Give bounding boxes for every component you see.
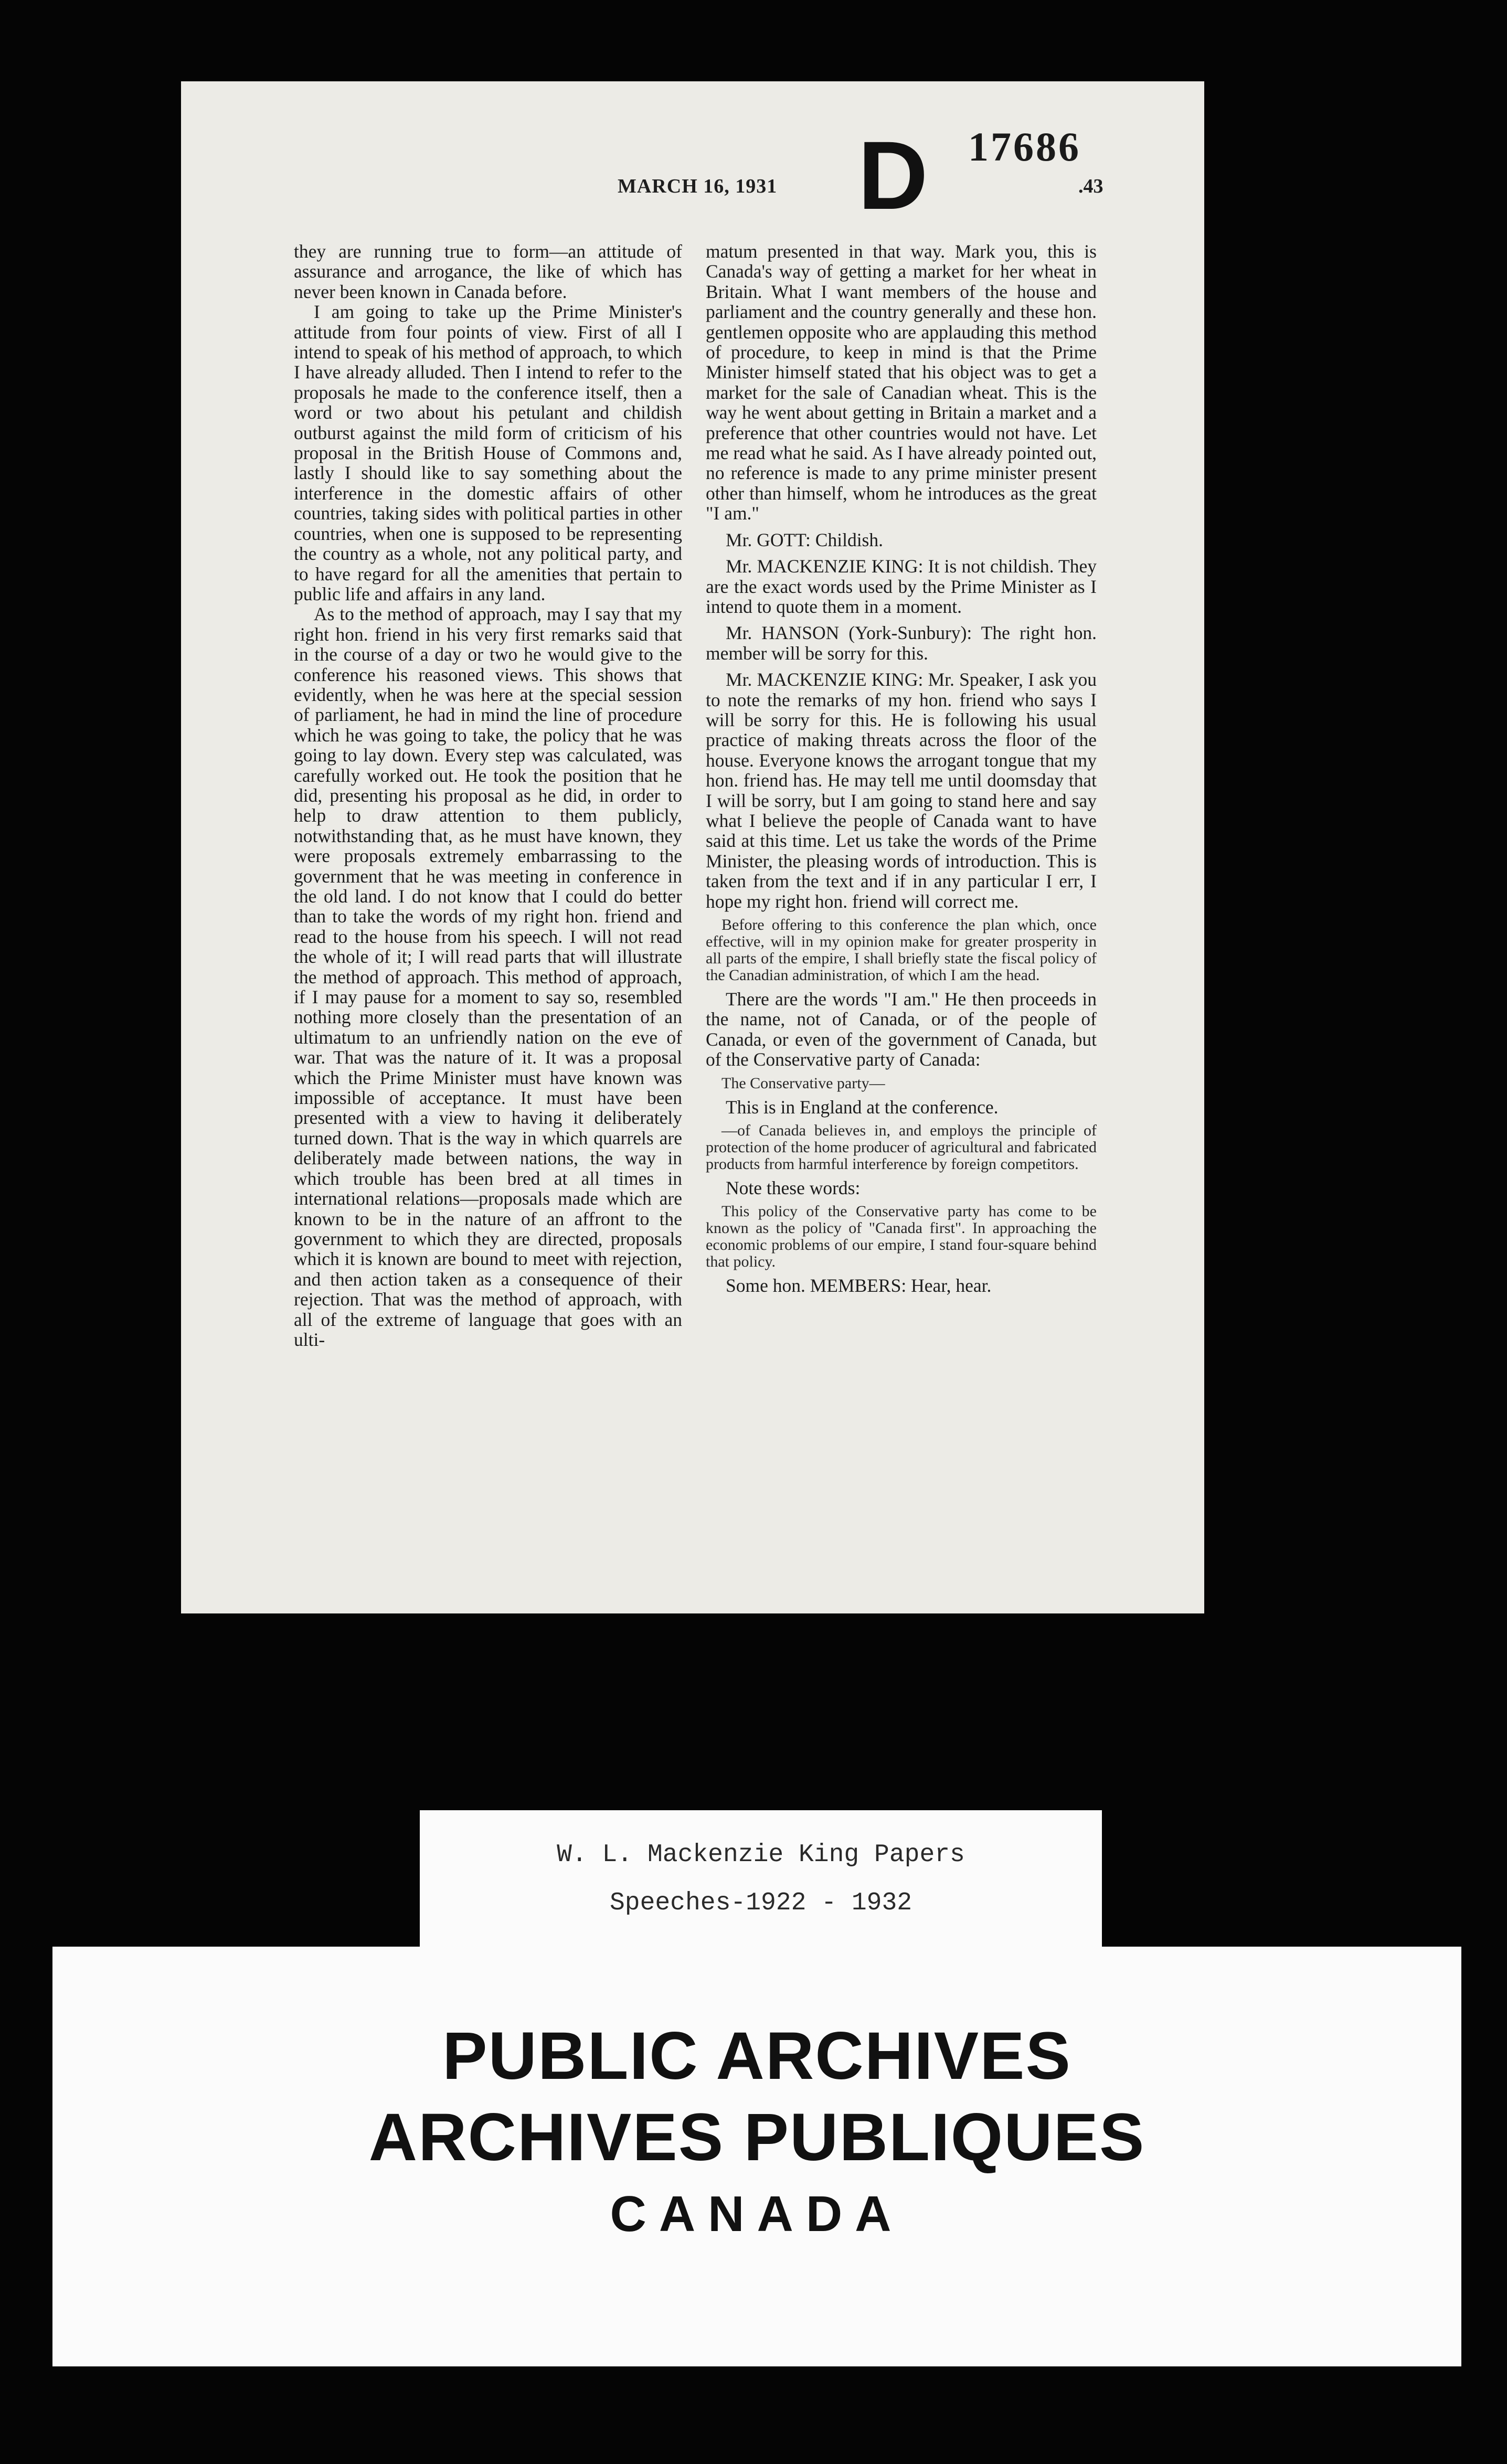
paragraph: Mr. GOTT: Childish. bbox=[726, 529, 883, 550]
collection-label bbox=[420, 1810, 1102, 1947]
left-column bbox=[294, 241, 682, 1350]
quoted-passage: —of Canada believes in, and employs the principle of protection of the home producer of agricultural and fabricated products from harmful interference by foreign competitors. bbox=[706, 1122, 1097, 1173]
paragraph: Mr. HANSON (York-Sunbury): The right hon. member will be sorry for this. bbox=[706, 622, 1097, 664]
archives-country: CANADA bbox=[610, 2186, 904, 2242]
right-column bbox=[706, 241, 1097, 1296]
document-number: 17686 bbox=[968, 124, 1081, 169]
archives-french: ARCHIVES PUBLIQUES bbox=[368, 2100, 1145, 2175]
paragraph: As to the method of approach, may I say that my right hon. friend in his very first remarks said that in the course of a day or two he would give to the conference his reasoned views. This shows that evidently, when he was here at the special session of parliament, he had in mind the line of procedure which he was going to take, the policy that he was going to lay down. Every step was calculated, was carefully worked out. He took the position that he did, presenting his proposal as he did, in order to help to draw attention to them publicly, notwithstanding that, as he must have known, they were proposals extremely embarrassing to the government that he was meeting in conference in the old land. I do not know that I could do better than to take the words of my right hon. friend and read to the house from his speech. I will not read the whole of it; I will read parts that will illustrate the method of approach. This method of approach, if I may pause for a moment to say so, resembled nothing more closely than the presentation of an ultimatum to an unfriendly nation on the eve of war. That was the nature of it. It was a proposal which the Prime Minister must have known was impossible of acceptance. It must have been presented with a view to having it deliberately turned down. That is the way in which quarrels are deliberately made between nations, the way in which trouble has been bred at all times in international relations—proposals made which are known to be in the nature of an affront to the government to which they are directed, proposals which it is known are bound to meet with rejection, and then action taken as a consequence of their rejection. That was the method of approach, with all of the extreme of language that goes with an ulti- bbox=[294, 603, 682, 1350]
paragraph: I am going to take up the Prime Minister's attitude from four points of view. First of all I intend to speak of his method of approach, to which I have already alluded. Then I intend to refer to the proposals he made to the conference itself, then a word or two about his petulant and childish outburst against the mild form of criticism of his proposal in the British House of Commons and, lastly I should like to say something about the interference in the domestic affairs of other countries, taking sides with political parties in other countries, when one is supposed to be representing the country as a whole, not any political party, and to have regard for all the amenities that pertain to public life and affairs in any land. bbox=[294, 301, 682, 604]
paragraph: This is in England at the conference. bbox=[726, 1096, 999, 1118]
page-number: .43 bbox=[1078, 175, 1103, 197]
archives-label bbox=[52, 1947, 1461, 2366]
collection-title: W. L. Mackenzie King Papers bbox=[557, 1841, 965, 1869]
quoted-passage: The Conservative party— bbox=[721, 1074, 885, 1092]
stamp-letter: D bbox=[858, 122, 928, 230]
collection-subtitle: Speeches-1922 - 1932 bbox=[609, 1889, 912, 1917]
document-page bbox=[181, 81, 1204, 1613]
quoted-passage: Before offering to this conference the plan which, once effective, will in my opinion make for greater prosperity in all parts of the empire, I shall briefly state the fiscal policy of the Canadian administration, of which I am the head. bbox=[706, 916, 1097, 984]
paragraph: Mr. MACKENZIE KING: It is not childish. They are the exact words used by the Prime Minister as I intend to quote them in a moment. bbox=[706, 556, 1097, 617]
paragraph: they are running true to form—an attitude of assurance and arrogance, the like of which has never been known in Canada before. bbox=[294, 241, 682, 302]
paragraph: Mr. MACKENZIE KING: Mr. Speaker, I ask you to note the remarks of my hon. friend who says I will be sorry for this. He is following his usual practice of making threats across the floor of the house. Everyone knows the arrogant tongue that my hon. friend has. He may tell me until doomsday that I will be sorry, but I am going to stand here and say what I believe the people of Canada want to have said at this time. Let us take the words of the Prime Minister, the pleasing words of introduction. This is taken from the text and if in any particular I err, I hope my right hon. friend will correct me. bbox=[706, 669, 1097, 912]
archives-english: PUBLIC ARCHIVES bbox=[442, 2019, 1071, 2094]
page-date: MARCH 16, 1931 bbox=[618, 175, 778, 197]
paragraph: There are the words "I am." He then proceeds in the name, not of Canada, or of the people of Canada, or even of the government of Canada, but of the Conservative party of Canada: bbox=[706, 989, 1097, 1070]
paragraph: Note these words: bbox=[726, 1177, 861, 1199]
quoted-passage: This policy of the Conservative party has come to be known as the policy of "Canada first". In approaching the economic problems of our empire, I stand four-square behind that policy. bbox=[706, 1203, 1097, 1271]
paragraph: matum presented in that way. Mark you, this is Canada's way of getting a market for her wheat in Britain. What I want members of the house and parliament and the country generally and these hon. gentlemen opposite who are applauding this method of procedure, to keep in mind is that the Prime Minister himself stated that his object was to get a market for the sale of Canadian wheat. This is the way he went about getting in Britain a market and a preference that other countries would not have. Let me read what he said. As I have already pointed out, no reference is made to any prime minister present other than himself, whom he introduces as the great "I am." bbox=[706, 241, 1097, 524]
paragraph: Some hon. MEMBERS: Hear, hear. bbox=[726, 1275, 992, 1297]
